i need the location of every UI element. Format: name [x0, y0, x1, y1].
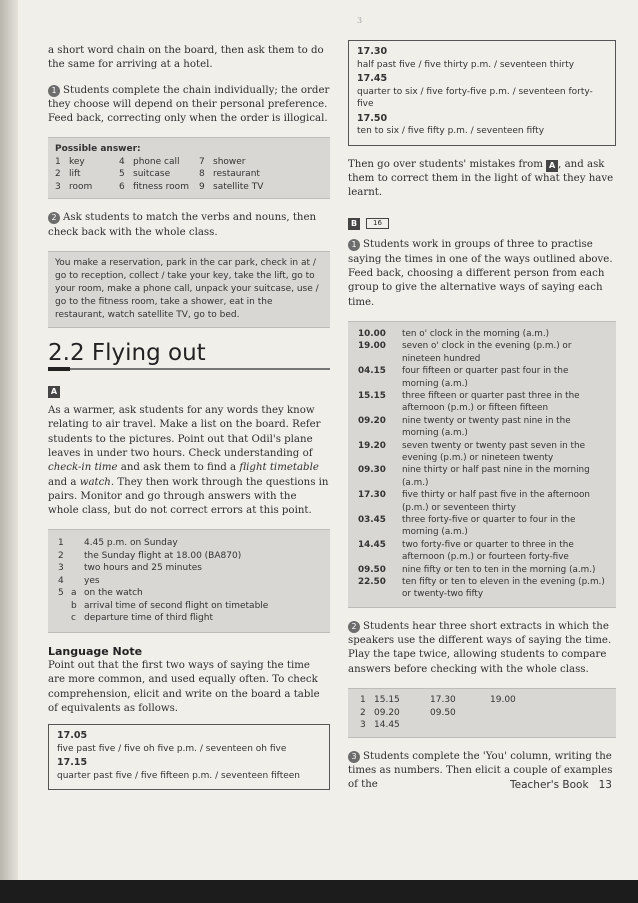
answers-list	[58, 537, 320, 625]
cd-track-icon: 16	[366, 218, 389, 229]
time-answer	[490, 719, 550, 732]
paragraph-text: Students work in groups of three to practise saying the times in one of the ways outlined above. Feed back, choosing a different person from each group to give the alternative ways of saying each time.	[348, 239, 613, 308]
time-key: 03.45	[358, 514, 386, 525]
time-key: 14.45	[358, 539, 386, 550]
section-letter-icon: A	[48, 386, 60, 398]
time-answer: 09.20	[374, 707, 400, 718]
section-rule	[48, 368, 330, 370]
answer-item: lift	[69, 169, 81, 180]
paragraph-text: Students complete the chain individually; the order they choose will depend on their personal preference. Feed back, correcting only when the order is illogical.	[48, 84, 330, 125]
step-number-icon: 3	[348, 751, 360, 763]
time-equivalents: half past five / five thirty p.m. / seventeen thirty	[357, 59, 575, 70]
time-reading: nine fifty or ten to ten in the morning (a.m.)	[402, 564, 596, 575]
time-equivalents: ten to six / five fifty p.m. / seventeen fifty	[357, 126, 545, 136]
answer-item: phone call	[133, 156, 180, 167]
time-equivalents: quarter past five / five fifteen p.m. / seventeen fifteen	[57, 770, 300, 781]
answer-subletter	[71, 537, 84, 550]
time-reading: ten fifty or ten to eleven in the evening (p.m.) or twenty-two fifty	[402, 577, 605, 600]
time-key: 19.00	[358, 341, 386, 352]
time-key: 04.15	[358, 366, 386, 377]
section-letter-icon: A	[546, 160, 558, 172]
paragraph: Point out that the first two ways of saying the time are more common, and used equally often. To check comprehension, elicit and write on the board a table of equivalents as follows.	[48, 659, 320, 714]
answer-number: 8	[199, 169, 205, 180]
times-table	[358, 328, 606, 601]
paragraph-text: Ask students to match the verbs and nouns, then check back with the whole class.	[48, 212, 317, 238]
answer-number	[58, 600, 71, 613]
time-reading: nine thirty or half past nine in the morning (a.m.)	[402, 465, 590, 488]
possible-answer-grid	[55, 156, 323, 194]
answer-item: shower	[213, 156, 246, 167]
answer-number: 4	[119, 156, 125, 167]
time-key: 10.00	[358, 328, 386, 339]
page-corner-mark: 3	[357, 16, 363, 25]
answer-number: 3	[55, 181, 61, 192]
time-key: 09.30	[358, 465, 386, 476]
answer-number: 1	[55, 156, 61, 167]
time-answer: 17.30	[430, 695, 456, 705]
footer-title: Teacher's Book	[510, 779, 589, 791]
time-reading: five thirty or half past five in the afternoon (p.m.) or seventeen thirty	[402, 490, 590, 513]
time-equivalents: quarter to six / five forty-five p.m. / seventeen forty-five	[357, 86, 593, 109]
answers-box	[48, 529, 330, 633]
time-value: 17.15	[57, 757, 88, 769]
answer-number: 2	[360, 707, 366, 718]
answer-text: on the watch	[84, 588, 143, 599]
answer-subletter: a	[71, 588, 77, 599]
answer-subletter: c	[71, 613, 76, 624]
step-number-icon: 1	[348, 239, 360, 251]
time-answer: 19.00	[490, 695, 516, 705]
time-key: 09.20	[358, 415, 386, 426]
answer-number: 2	[58, 550, 64, 561]
answer-text: yes	[84, 575, 100, 586]
time-reading: seven twenty or twenty past seven in the evening (p.m.) or nineteen twenty	[402, 440, 585, 463]
answer-subletter	[71, 550, 84, 563]
time-value: 17.50	[357, 112, 388, 124]
time-value: 17.05	[57, 730, 88, 742]
paragraph: a short word chain on the board, then ask them to do the same for arriving at a hotel.	[48, 45, 324, 71]
time-equivalents: five past five / five oh five p.m. / seventeen oh five	[57, 743, 287, 754]
scan-edge	[0, 880, 638, 903]
answer-number: 3	[360, 720, 366, 730]
time-key: 09.50	[358, 564, 386, 575]
paragraph	[48, 404, 330, 518]
answer-number: 1	[360, 695, 366, 705]
time-reading: seven o' clock in the evening (p.m.) or nineteen hundred	[402, 341, 572, 364]
answer-subletter: b	[71, 600, 77, 611]
answer-number: 6	[119, 181, 125, 192]
time-equivalents-box	[348, 40, 616, 146]
answer-number: 1	[58, 538, 64, 549]
answer-item: room	[69, 181, 93, 192]
time-key: 15.15	[358, 390, 386, 401]
answer-item: fitness room	[133, 181, 189, 192]
time-key: 19.20	[358, 440, 386, 451]
book-binding	[0, 0, 18, 880]
language-note-heading: Language Note	[48, 644, 143, 658]
answer-box	[48, 251, 330, 328]
answer-subletter	[71, 562, 84, 575]
time-key: 22.50	[358, 577, 386, 587]
time-answer: 09.50	[430, 707, 456, 718]
paragraph	[348, 238, 616, 309]
paragraph-text: They then work through the questions in pairs. Monitor and go through answers with the whole class, but do not correct errors at this point.	[48, 476, 329, 517]
paragraph	[48, 84, 330, 127]
answer-text: departure time of third flight	[84, 613, 214, 624]
italic-term: watch.	[79, 476, 115, 488]
hear-answers-grid	[360, 694, 604, 732]
times-answer-box	[348, 321, 616, 608]
answer-item: suitcase	[133, 169, 171, 180]
section-letter-icon: B	[348, 218, 360, 230]
answer-subletter	[71, 575, 84, 588]
step-number-icon: 1	[48, 85, 60, 97]
right-column	[348, 44, 616, 803]
answer-number: 5	[58, 588, 64, 599]
step-number-icon: 2	[48, 212, 60, 224]
step-number-icon: 2	[348, 621, 360, 633]
answer-text: arrival time of second flight on timetable	[84, 600, 269, 611]
answer-number: 9	[199, 181, 205, 192]
time-reading: three fifteen or quarter past three in the afternoon (p.m.) or fifteen fifteen	[402, 390, 580, 414]
paragraph-text: , and ask them to correct them in the light of what they have learnt.	[348, 158, 614, 199]
box-text: You make a reservation, park in the car park, check in at / go to reception, collect / take your key, take the lift, go to your room, make a phone call, unpack your suitcase, use / go to the fitness room, take a shower, eat in the restaurant, watch satellite TV, go to bed.	[55, 258, 319, 321]
section-title: 2.2 Flying out	[48, 340, 206, 367]
paragraph	[348, 620, 616, 677]
time-value: 17.45	[357, 73, 388, 84]
page-number: 13	[598, 779, 612, 791]
answer-item: restaurant	[213, 169, 260, 180]
paragraph	[48, 211, 330, 240]
page-footer	[510, 779, 612, 791]
answer-number: 3	[58, 563, 64, 574]
time-reading: two forty-five or quarter to three in the afternoon (p.m.) or fourteen forty-five	[402, 539, 574, 563]
left-column	[48, 44, 330, 802]
answer-number: 4	[58, 575, 64, 586]
hear-answers-box	[348, 688, 616, 738]
time-reading: three forty-five or quarter to four in the morning (a.m.)	[402, 514, 576, 538]
paragraph-text: and a	[48, 476, 80, 488]
answer-number	[58, 612, 71, 625]
time-value: 17.30	[357, 46, 388, 57]
time-reading: four fifteen or quarter past four in the morning (a.m.)	[402, 366, 569, 389]
answer-number: 5	[119, 169, 125, 180]
answer-text: 4.45 p.m. on Sunday	[84, 538, 178, 549]
time-equivalents-box	[48, 724, 330, 790]
paragraph-text: and ask them to find a	[117, 462, 240, 474]
possible-answer-box	[48, 137, 330, 199]
answer-item: satellite TV	[213, 181, 264, 192]
time-reading: nine twenty or twenty past nine in the morning (a.m.)	[402, 415, 571, 439]
time-key: 17.30	[358, 490, 386, 501]
paragraph-text: As a warmer, ask students for any words they know relating to air travel. Make a list on the board. Refer students to the pictures. Point out that Odil's plane leaves in under two hours. Check understanding of	[48, 405, 321, 459]
time-answer	[430, 719, 490, 732]
time-reading: ten o' clock in the morning (a.m.)	[402, 328, 550, 339]
italic-term: flight timetable	[239, 462, 319, 474]
answer-text: the Sunday flight at 18.00 (BA870)	[84, 550, 242, 561]
paragraph	[348, 158, 616, 201]
answer-item: key	[69, 156, 85, 167]
time-answer	[490, 707, 550, 720]
time-answer: 14.45	[374, 720, 400, 730]
paragraph-text: Students hear three short extracts in which the speakers use the different ways of saying the time. Play the tape twice, allowing students to compare answers before checking with the whole class.	[348, 620, 612, 675]
answer-number: 7	[199, 156, 205, 167]
time-answer: 15.15	[374, 695, 400, 705]
italic-term: check-in time	[48, 462, 118, 474]
paragraph-text: Then go over students' mistakes from	[348, 158, 547, 170]
answer-text: two hours and 25 minutes	[84, 563, 202, 574]
paragraph-text: Students complete the 'You' column, writing the times as numbers. Then elicit a couple of examples of the	[348, 750, 613, 791]
answer-number: 2	[55, 169, 61, 180]
box-heading: Possible answer:	[55, 144, 141, 155]
